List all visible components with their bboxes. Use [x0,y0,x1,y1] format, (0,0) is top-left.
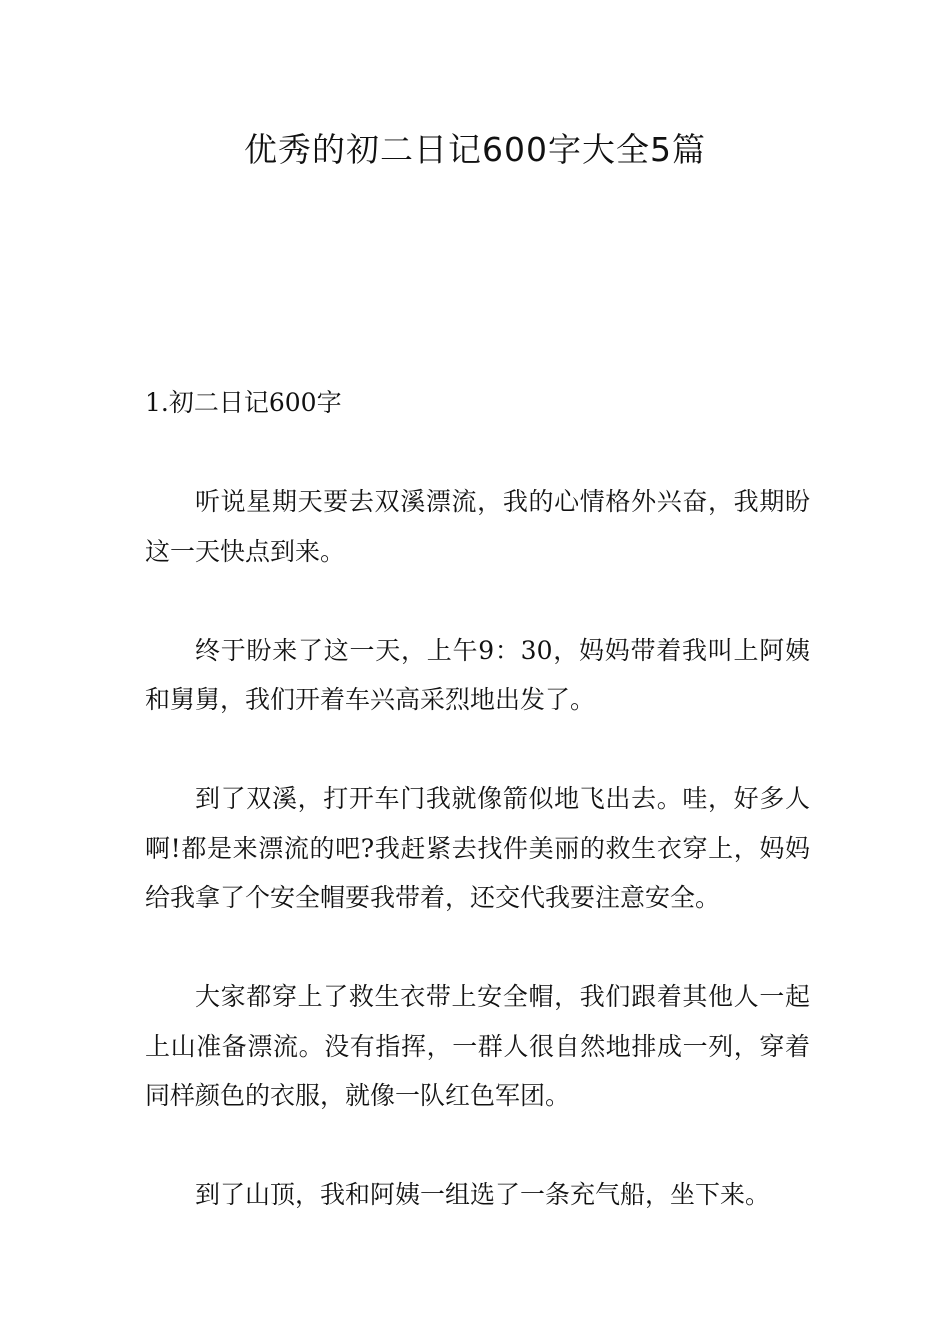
document-title: 优秀的初二日记600字大全5篇 [244,130,706,169]
paragraph-1: 听说星期天要去双溪漂流，我的心情格外兴奋，我期盼这一天快点到来。 [145,487,810,566]
document-body [145,378,810,1220]
paragraph-3: 到了双溪，打开车门我就像箭似地飞出去。哇，好多人啊!都是来漂流的吧?我赶紧去找件美丽的救生衣穿上，妈妈给我拿了个安全帽要我带着，还交代我要注意安全。 [145,784,810,912]
section-heading: 1.初二日记600字 [145,388,342,417]
paragraph-2: 终于盼来了这一天，上午9：30，妈妈带着我叫上阿姨和舅舅，我们开着车兴高采烈地出发了。 [145,635,810,714]
paragraph-4: 大家都穿上了救生衣带上安全帽，我们跟着其他人一起上山准备漂流。没有指挥，一群人很自然地排成一列，穿着同样颜色的衣服，就像一队红色军团。 [145,982,810,1110]
paragraph-5: 到了山顶，我和阿姨一组选了一条充气船，坐下来。 [195,1180,771,1209]
